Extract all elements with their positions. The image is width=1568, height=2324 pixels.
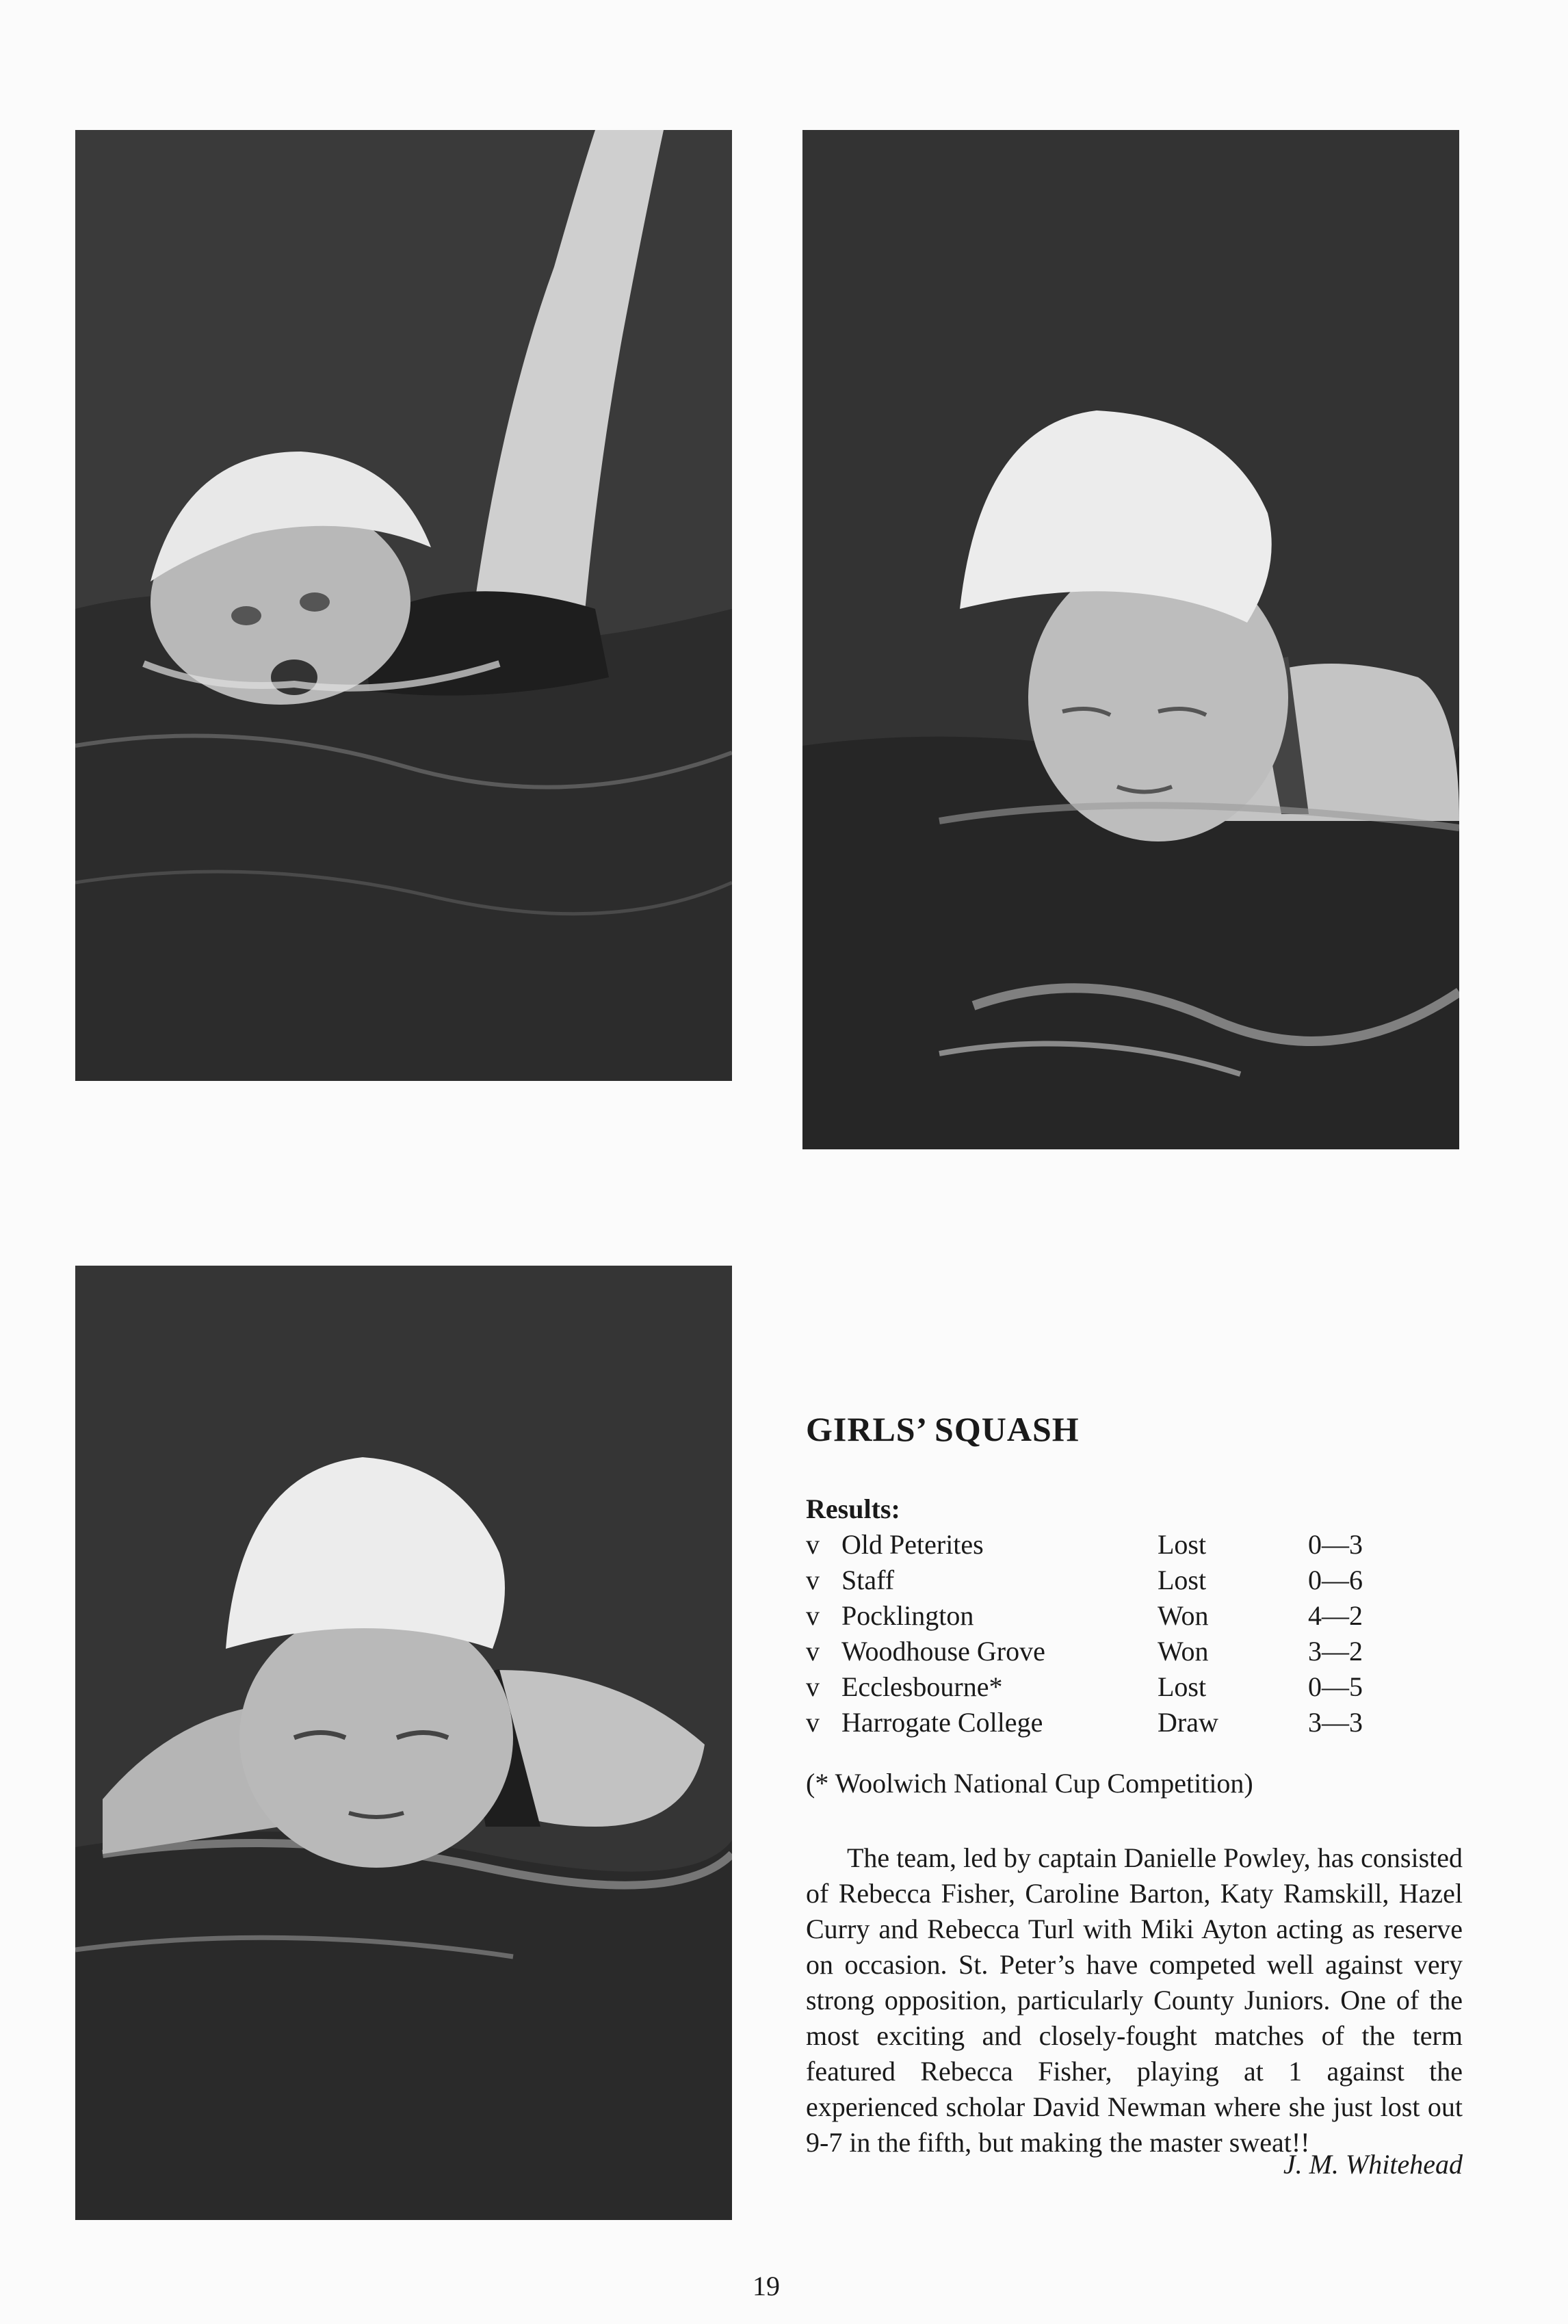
author-signature: J. M. Whitehead bbox=[1283, 2149, 1463, 2180]
match-result: Lost bbox=[1158, 1565, 1207, 1595]
versus-marker: v bbox=[806, 1565, 820, 1595]
swimmer-photo-2-illustration bbox=[802, 130, 1459, 1149]
versus-marker: v bbox=[806, 1529, 820, 1560]
match-score: 4—2 bbox=[1308, 1600, 1363, 1631]
swimmer-photo-1-illustration bbox=[75, 130, 732, 1081]
results-row bbox=[806, 1598, 1367, 1634]
section-title: GIRLS’ SQUASH bbox=[806, 1410, 1080, 1448]
versus-marker: v bbox=[806, 1671, 820, 1702]
results-footnote: (* Woolwich National Cup Competition) bbox=[806, 1768, 1253, 1799]
swimmer-photo-2 bbox=[802, 130, 1459, 1149]
opponent-name: Old Peterites bbox=[841, 1529, 984, 1560]
results-table bbox=[806, 1527, 1367, 1740]
versus-marker: v bbox=[806, 1636, 820, 1667]
match-score: 0—6 bbox=[1308, 1565, 1363, 1595]
swimmer-photo-1 bbox=[75, 130, 732, 1081]
match-score: 0—3 bbox=[1308, 1529, 1363, 1560]
opponent-name: Harrogate College bbox=[841, 1707, 1043, 1738]
match-result: Lost bbox=[1158, 1529, 1207, 1560]
swimmer-photo-3-illustration bbox=[75, 1266, 732, 2220]
results-row bbox=[806, 1527, 1367, 1563]
opponent-name: Staff bbox=[841, 1565, 895, 1595]
opponent-name: Woodhouse Grove bbox=[841, 1636, 1045, 1667]
opponent-name: Ecclesbourne* bbox=[841, 1671, 1003, 1702]
versus-marker: v bbox=[806, 1707, 820, 1738]
results-row bbox=[806, 1669, 1367, 1705]
match-score: 3—3 bbox=[1308, 1707, 1363, 1738]
swimmer-photo-3 bbox=[75, 1266, 732, 2220]
report-paragraph: The team, led by captain Danielle Powley, has consisted of Rebecca Fisher, Caroline Barton, Katy Ramskill, Hazel Curry and Rebecca Turl with Miki Ayton acting as reserve on occasion. St. Peter’s have competed well against very strong opposition, particularly County Juniors. One of the most exciting and closely-fought matches of the term featured Rebecca Fisher, playing at 1 against the experienced scholar David Newman where she just lost out 9-7 in the fifth, but making the master sweat!! bbox=[806, 1842, 1463, 2158]
match-result: Won bbox=[1158, 1636, 1209, 1667]
results-row bbox=[806, 1634, 1367, 1669]
results-row bbox=[806, 1563, 1367, 1598]
match-score: 3—2 bbox=[1308, 1636, 1363, 1667]
opponent-name: Pocklington bbox=[841, 1600, 974, 1631]
match-score: 0—5 bbox=[1308, 1671, 1363, 1702]
page-number: 19 bbox=[753, 2271, 780, 2301]
match-result: Lost bbox=[1158, 1671, 1207, 1702]
versus-marker: v bbox=[806, 1600, 820, 1631]
results-label: Results: bbox=[806, 1493, 900, 1524]
match-result: Draw bbox=[1158, 1707, 1218, 1738]
match-result: Won bbox=[1158, 1600, 1209, 1631]
results-row bbox=[806, 1705, 1367, 1740]
